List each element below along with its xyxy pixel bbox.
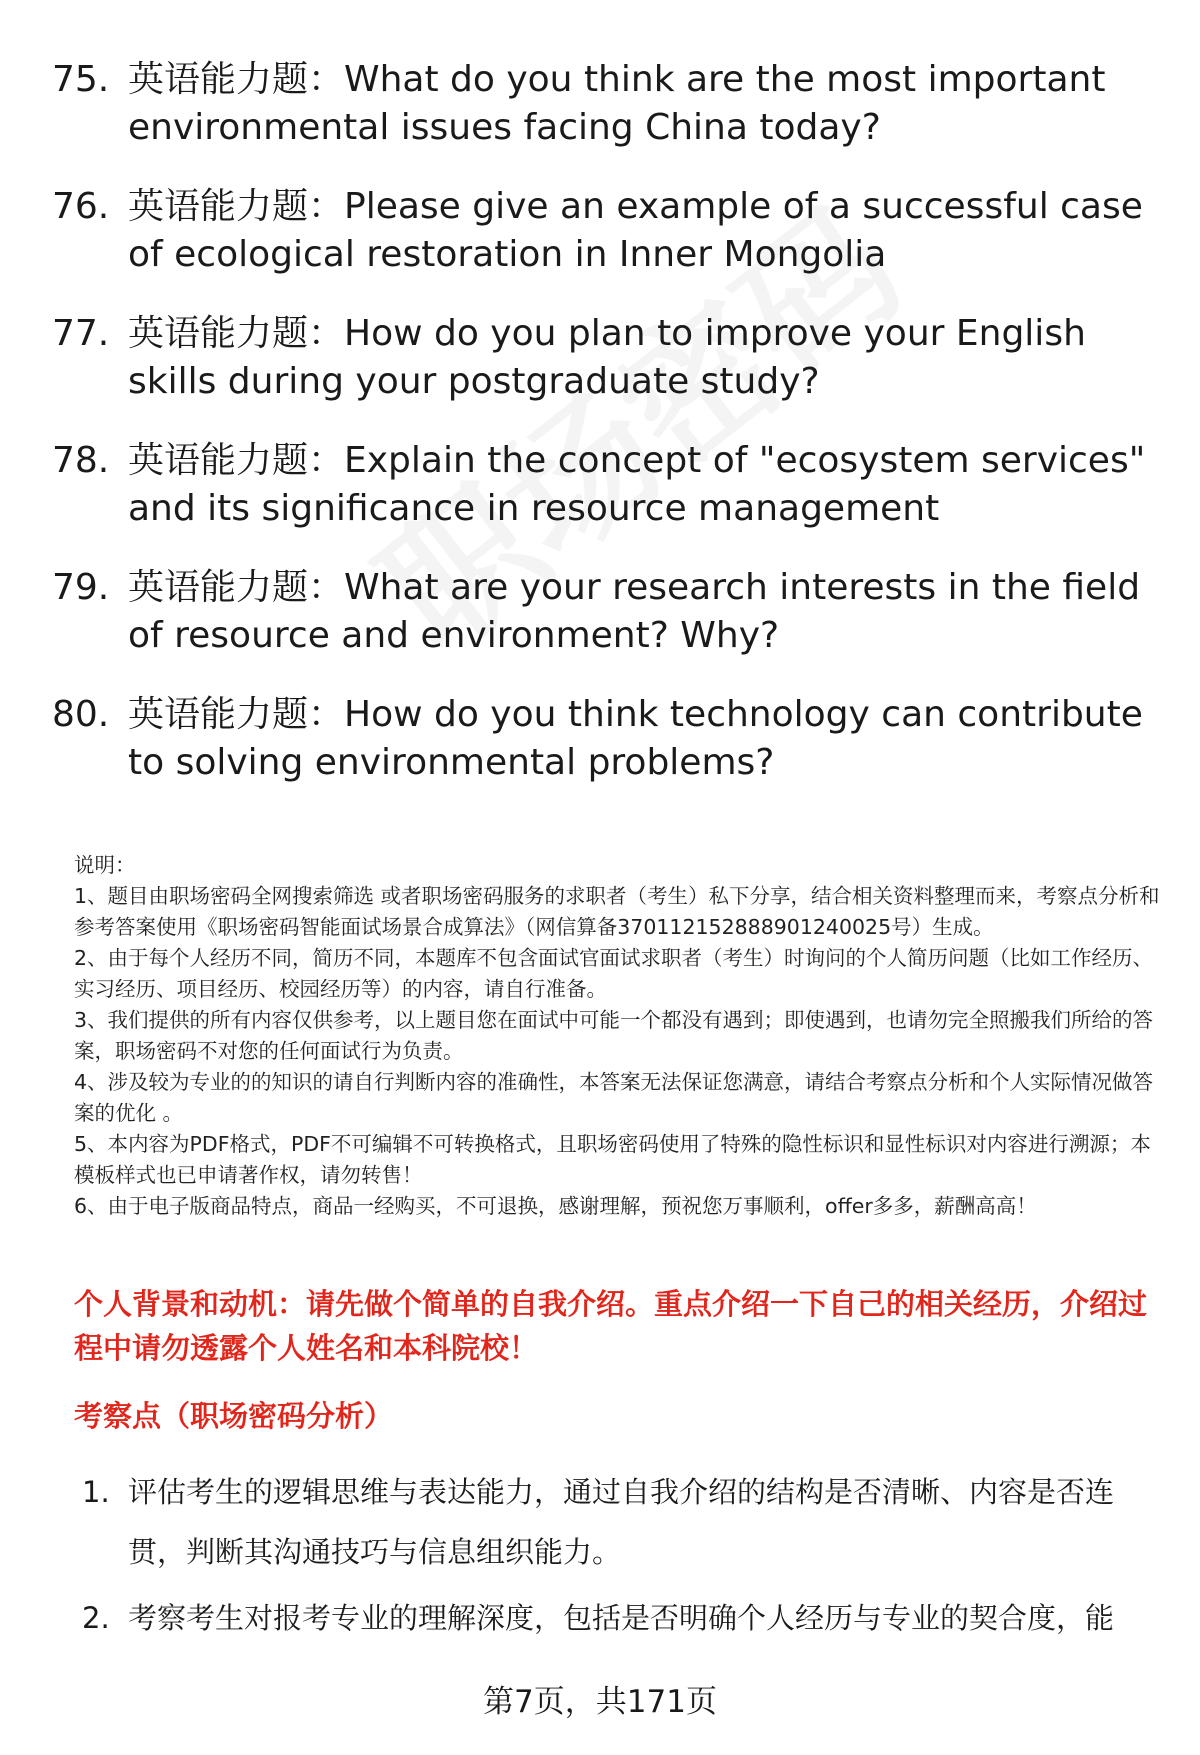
analysis-points	[82, 1462, 1157, 1654]
analysis-point	[82, 1462, 1157, 1582]
point-number: 1.	[82, 1475, 110, 1509]
note-item: 5、本内容为PDF格式，PDF不可编辑不可转换格式，且职场密码使用了特殊的隐性标识和显性标识对内容进行溯源；本模板样式也已申请著作权，请勿转售！	[74, 1132, 1151, 1187]
question-item	[52, 691, 1162, 787]
question-number: 79.	[52, 567, 110, 608]
question-number: 78.	[52, 440, 110, 481]
note-item: 4、涉及较为专业的的知识的请自行判断内容的准确性，本答案无法保证您满意，请结合考察点分析和个人实际情况做答案的优化 。	[74, 1070, 1154, 1125]
point-text: 考察考生对报考专业的理解深度，包括是否明确个人经历与专业的契合度，能	[128, 1601, 1115, 1635]
note-item: 3、我们提供的所有内容仅供参考，以上题目您在面试中可能一个都没有遇到；即使遇到，也请勿完全照搬我们所给的答案，职场密码不对您的任何面试行为负责。	[74, 1008, 1154, 1063]
question-text: 英语能力题：How do you plan to improve your English skills during your postgraduate study?	[128, 313, 1086, 402]
page-footer: 第7页，共171页	[483, 1684, 717, 1720]
question-item	[52, 183, 1162, 279]
question-text: 英语能力题：Please give an example of a successful case of ecological restoration in Inner Mongolia	[128, 186, 1143, 275]
question-text: 英语能力题：What are your research interests in the field of resource and environment? Why?	[128, 567, 1141, 656]
question-number: 77.	[52, 313, 110, 354]
question-text: 英语能力题：Explain the concept of "ecosystem services" and its significance in resource management	[128, 440, 1146, 529]
point-number: 2.	[82, 1601, 110, 1635]
question-item	[52, 310, 1162, 406]
question-text: 英语能力题：What do you think are the most important environmental issues facing China today?	[128, 59, 1106, 148]
analysis-point	[82, 1588, 1157, 1648]
question-number: 80.	[52, 694, 110, 735]
question-number: 75.	[52, 59, 110, 100]
question-item	[52, 56, 1162, 152]
note-item: 6、由于电子版商品特点，商品一经购买，不可退换，感谢理解，预祝您万事顺利，offer多多，薪酬高高！	[74, 1194, 1037, 1218]
question-item	[52, 437, 1162, 533]
section-label: 考察点（职场密码分析）	[74, 1399, 394, 1433]
question-number: 76.	[52, 186, 110, 227]
question-item	[52, 564, 1162, 660]
note-item: 1、题目由职场密码全网搜索筛选 或者职场密码服务的求职者（考生）私下分享，结合相关资料整理而来，考察点分析和参考答案使用《职场密码智能面试场景合成算法》（网信算备370112152888901240025号）生成。	[74, 884, 1160, 939]
disclaimer-notes	[74, 850, 1164, 1222]
note-item: 2、由于每个人经历不同，简历不同，本题库不包含面试官面试求职者（考生）时询问的个人简历问题（比如工作经历、实习经历、项目经历、校园经历等）的内容，请自行准备。	[74, 946, 1154, 1001]
notes-title: 说明：	[74, 853, 136, 877]
point-text: 评估考生的逻辑思维与表达能力，通过自我介绍的结构是否清晰、内容是否连贯，判断其沟通技巧与信息组织能力。	[128, 1475, 1115, 1569]
question-text: 英语能力题：How do you think technology can contribute to solving environmental problems?	[128, 694, 1143, 783]
question-heading: 个人背景和动机：请先做个简单的自我介绍。重点介绍一下自己的相关经历，介绍过程中请勿透露个人姓名和本科院校！	[74, 1287, 1148, 1365]
question-list	[52, 56, 1162, 818]
